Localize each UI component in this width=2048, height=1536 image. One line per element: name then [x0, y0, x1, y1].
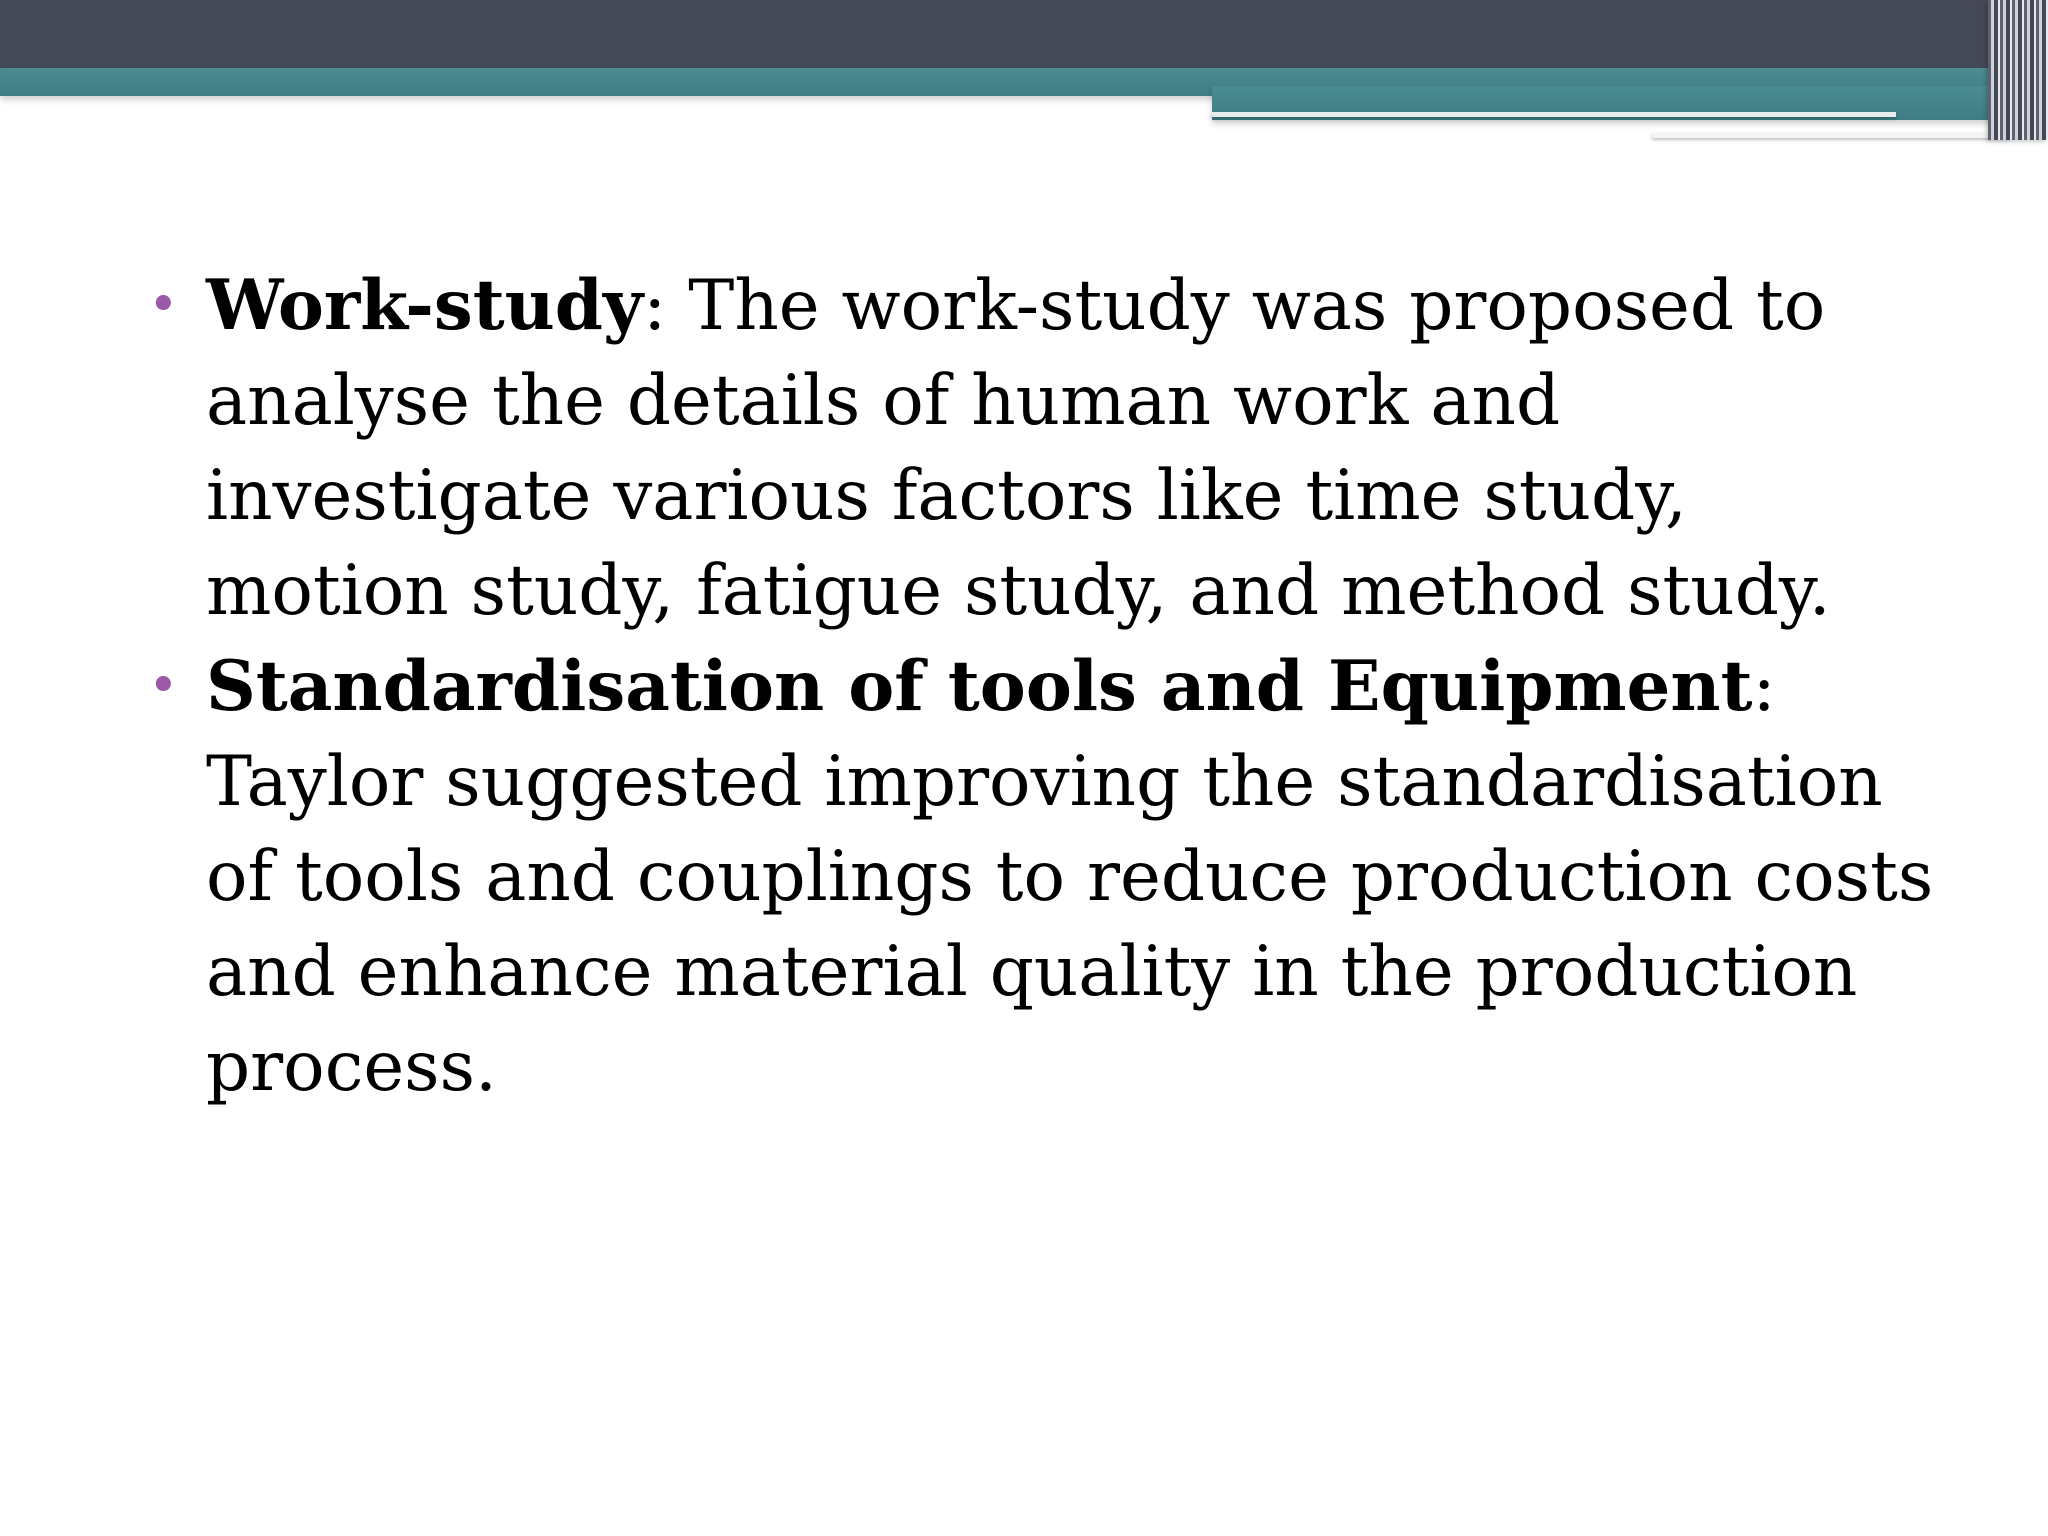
header-accent-line [1212, 112, 1896, 117]
bullet-item-work-study [138, 258, 1938, 639]
bullet-item-standardisation [138, 639, 1938, 1115]
header-accent-line-short [1652, 132, 2010, 138]
bullet-list [138, 258, 1938, 1115]
header-dark-band [0, 0, 2048, 68]
bullet-text: Taylor suggested improving the standardisation of tools and couplings to reduce production costs and enhance material quality in the production process. [206, 742, 1934, 1107]
slide-body [138, 258, 1938, 1115]
bullet-dot-icon: • [148, 275, 179, 335]
bullet-term: Standardisation of tools and Equipment [206, 646, 1753, 727]
bullet-dot-icon: • [148, 656, 179, 716]
bullet-text: The work-study was proposed to analyse the details of human work and investigate various factors like time study, motion study, fatigue study, and method study. [206, 266, 1831, 631]
bullet-term: Work-study [206, 265, 644, 346]
bullet-separator: : [1752, 647, 1776, 727]
bullet-separator: : [643, 266, 667, 346]
header-stripe-decoration [1988, 0, 2048, 140]
